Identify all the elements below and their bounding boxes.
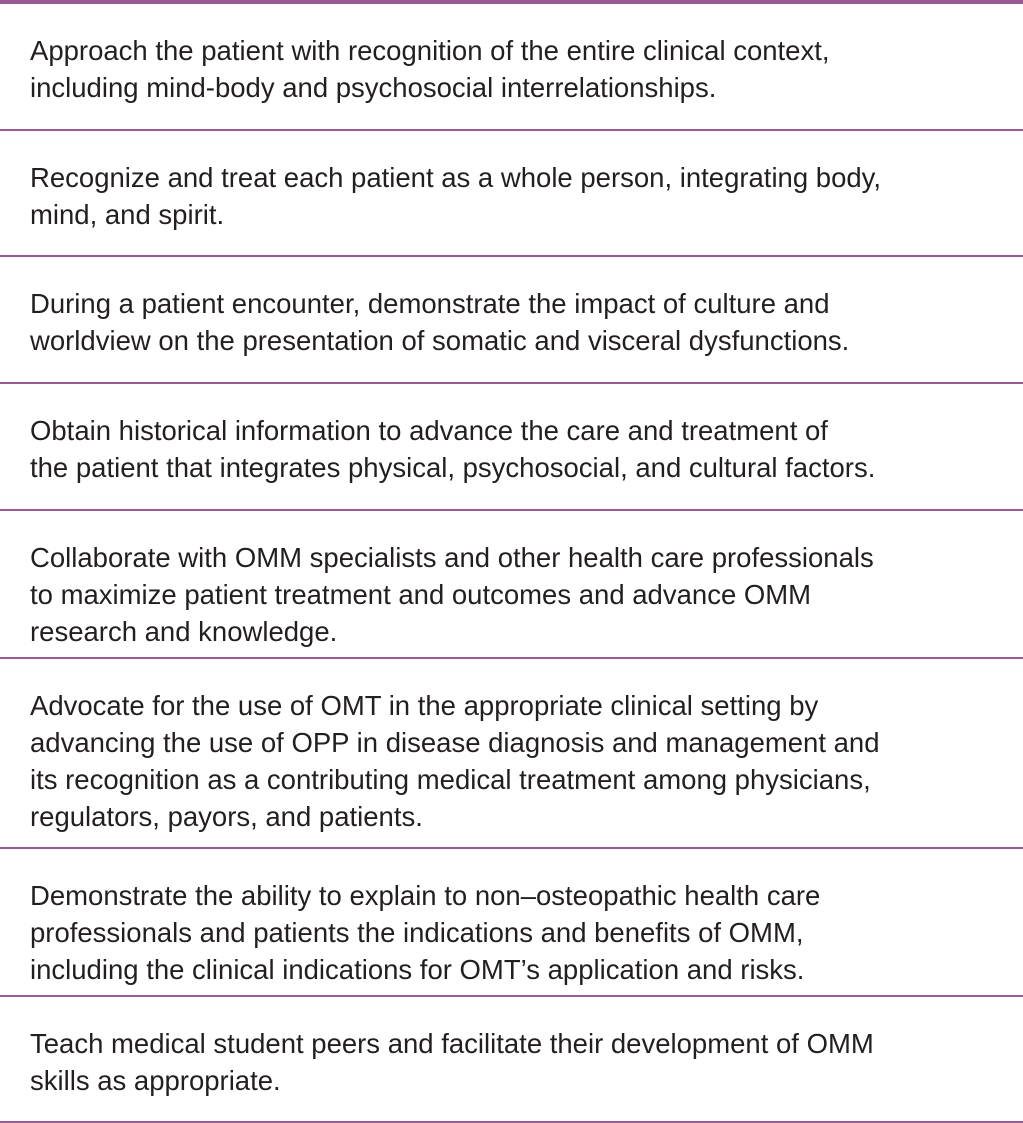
- row-text: During a patient encounter, demonstrate the impact of culture and worldview on the presentation of somatic and visceral dysfunctions.: [30, 288, 850, 356]
- row-text: Recognize and treat each patient as a whole person, integrating body, mind, and spirit.: [30, 162, 882, 230]
- table-row: [0, 849, 1023, 997]
- row-text: Advocate for the use of OMT in the appropriate clinical setting by advancing the use of OPP in disease diagnosis and management and its recognition as a contributing medical treatment among physicians, regulators, payors, and patients.: [30, 690, 880, 832]
- row-text: Obtain historical information to advance the care and treatment of the patient that integrates physical, psychosocial, and cultural factors.: [30, 415, 876, 483]
- table-row: [0, 997, 1023, 1123]
- row-text: Demonstrate the ability to explain to non–osteopathic health care professionals and patients the indications and benefits of OMM, including the clinical indications for OMT’s application and risks.: [30, 880, 821, 985]
- table-row: [0, 659, 1023, 849]
- table-row: [0, 511, 1023, 659]
- table-row: [0, 4, 1023, 131]
- table-row: [0, 384, 1023, 511]
- table-row: [0, 131, 1023, 257]
- row-text: Approach the patient with recognition of the entire clinical context, including mind-body and psychosocial interrelationships.: [30, 35, 830, 103]
- table-row: [0, 257, 1023, 384]
- row-text: Collaborate with OMM specialists and other health care professionals to maximize patient treatment and outcomes and advance OMM research and knowledge.: [30, 542, 874, 647]
- row-text: Teach medical student peers and facilitate their development of OMM skills as appropriate.: [30, 1028, 874, 1096]
